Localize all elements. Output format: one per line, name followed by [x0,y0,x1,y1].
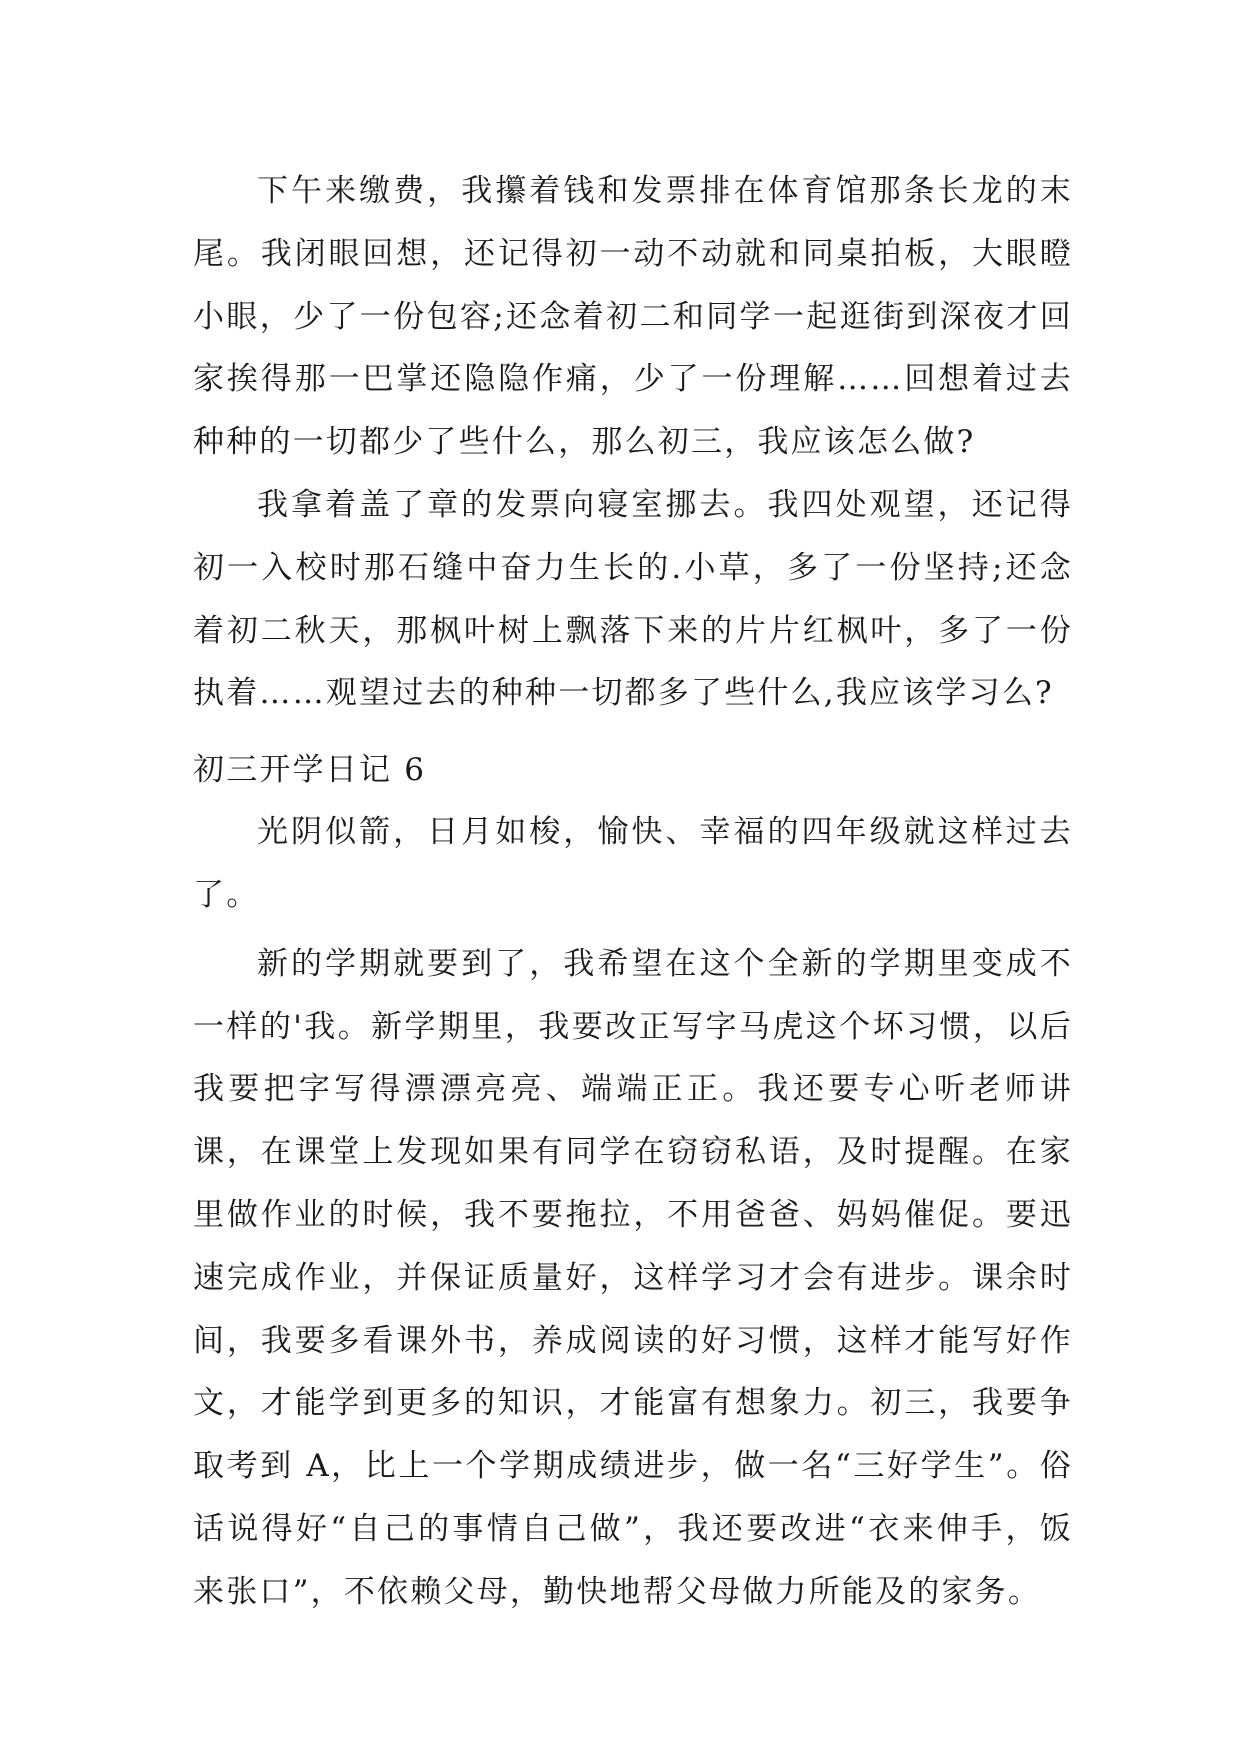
document-page [193,160,1073,1624]
paragraph-dorm-walk: 我拿着盖了章的发票向寝室挪去。我四处观望，还记得初一入校时那石缝中奋力生长的.小草，多了一份坚持;还念着初二秋天，那枫叶树上飘落下来的片片红枫叶，多了一份执着……观望过去的种种一切都多了些什么,我应该学习么? [193,486,1073,712]
paragraph-new-semester: 新的学期就要到了，我希望在这个全新的学期里变成不一样的'我。新学期里，我要改正写字马虎这个坏习惯，以后我要把字写得漂漂亮亮、端端正正。我还要专心听老师讲课，在课堂上发现如果有同学在窃窃私语，及时提醒。在家里做作业的时候，我不要拖拉，不用爸爸、妈妈催促。要迅速完成作业，并保证质量好，这样学习才会有进步。课余时间，我要多看课外书，养成阅读的好习惯，这样才能写好作文，才能学到更多的知识，才能富有想象力。初三，我要争取考到 A，比上一个学期成绩进步，做一名“三好学生”。俗话说得好“自己的事情自己做”，我还要改进“衣来伸手，饭来张口”，不依赖父母，勤快地帮父母做力所能及的家务。 [193,945,1073,1610]
section-spacer [193,725,1073,745]
section-title: 初三开学日记 6 [193,752,427,789]
paragraph-time-flies: 光阴似箭，日月如梭，愉快、幸福的四年级就这样过去了。 [193,814,1073,913]
paragraph-payment-queue: 下午来缴费，我攥着钱和发票排在体育馆那条长龙的末尾。我闭眼回想，还记得初一动不动就和同桌拍板，大眼瞪小眼，少了一份包容;还念着初二和同学一起逛街到深夜才回家挨得那一巴掌还隐隐作痛，少了一份理解……回想着过去种种的一切都少了些什么，那么初三，我应该怎么做? [193,173,1073,461]
